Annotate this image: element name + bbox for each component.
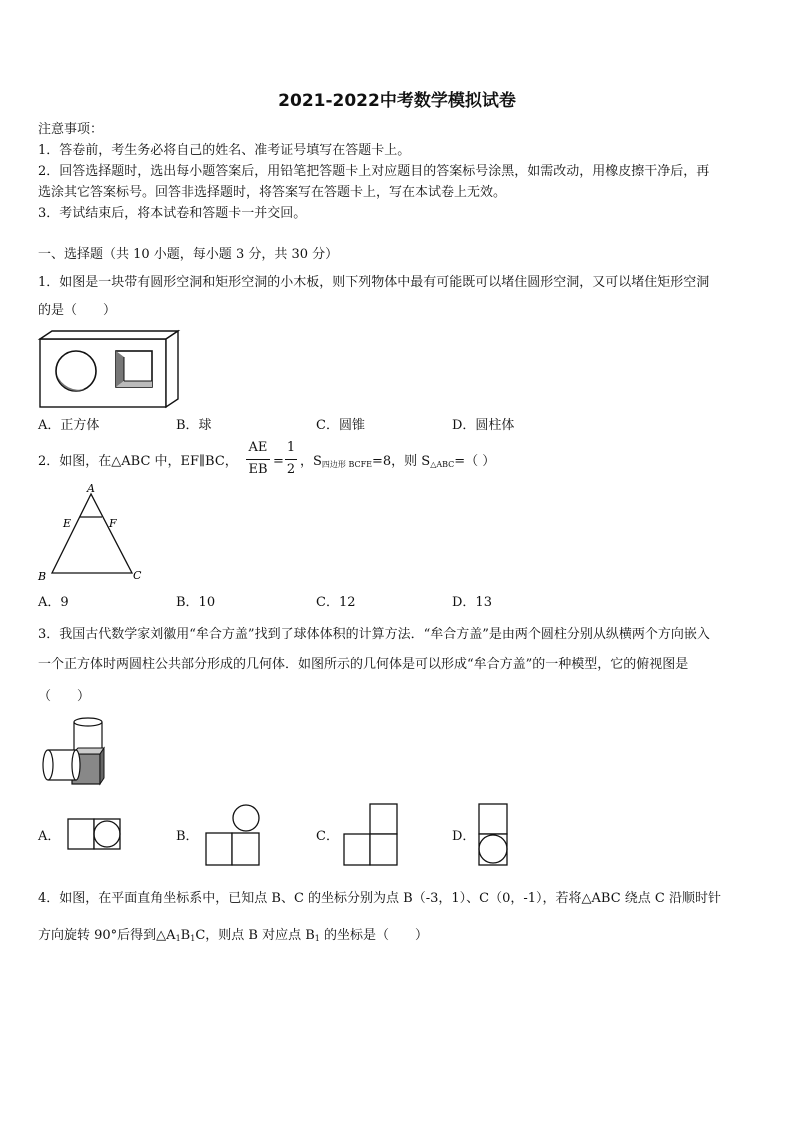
q2-s-subscript-abc: △ABC — [430, 460, 455, 469]
q2-option-c[interactable]: C．12 — [316, 595, 356, 610]
q2-stem-suffix: =（ ） — [454, 454, 496, 469]
q2-label-f: F — [109, 517, 117, 530]
q3-option-d-label[interactable]: D． — [452, 829, 476, 844]
q4-line2-part-b: B — [180, 928, 191, 943]
q2-option-b[interactable]: B．10 — [176, 595, 216, 610]
q1-stem-line2: 的是（ ） — [38, 303, 117, 318]
q2-triangle-figure — [36, 480, 156, 586]
q1-stem-line1: 1．如图是一块带有圆形空洞和矩形空洞的小木板，则下列物体中最有可能既可以堵住圆形空洞，又可以堵住矩形空洞 — [38, 275, 710, 290]
q2-label-b: B — [38, 570, 47, 583]
q4-sub-b1: 1 — [190, 934, 196, 943]
q4-stem-line1: 4．如图，在平面直角坐标系中，已知点 B、C 的坐标分别为点 B（-3，1）、C（0，-1），若将△ABC 绕点 C 沿顺时针 — [38, 891, 722, 906]
notes-heading: 注意事项： — [38, 122, 104, 137]
q2-s-subscript-quad: 四边形 BCFE — [321, 460, 372, 469]
q4-sub-a1: 1 — [175, 934, 181, 943]
q2-option-a[interactable]: A．9 — [38, 595, 69, 610]
q2-fraction-denominator: EB — [248, 462, 268, 477]
q4-line2-part-d: 的坐标是（ ） — [319, 928, 428, 943]
q2-label-a: A — [87, 482, 95, 495]
notes-item-2-cont: 选涂其它答案标号。回答非选择题时，将答案写在答题卡上，写在本试卷上无效。 — [38, 185, 507, 200]
q1-board-figure — [38, 330, 188, 410]
q3-option-b-figure[interactable] — [205, 803, 261, 867]
q2-fraction2-denominator: 2 — [286, 462, 296, 477]
notes-item-2: 2．回答选择题时，选出每小题答案后，用铅笔把答题卡上对应题目的答案标号涂黑，如需改动，用橡皮擦干净后，再 — [38, 164, 710, 179]
q2-stem-mid: =8，则 S — [372, 454, 431, 469]
q2-fraction-bar — [246, 459, 270, 460]
q3-stem-line3: （ ） — [38, 689, 91, 704]
q2-s-symbol: ，S — [300, 454, 322, 469]
q1-option-d[interactable]: D．圆柱体 — [452, 418, 515, 433]
q4-line2-part-a: 方向旋转 90°后得到△A — [38, 928, 176, 943]
q2-fraction-numerator: AE — [248, 440, 268, 455]
q1-option-a[interactable]: A．正方体 — [38, 418, 100, 433]
q4-stem-line2 — [38, 927, 428, 947]
q2-option-d[interactable]: D．13 — [452, 595, 492, 610]
q3-option-c-label[interactable]: C． — [316, 829, 339, 844]
q1-option-c[interactable]: C．圆锥 — [316, 418, 365, 433]
q3-stem-line2: 一个正方体时两圆柱公共部分形成的几何体．如图所示的几何体是可以形成“牟合方盖”的一种模型，它的俯视图是 — [38, 657, 689, 672]
notes-item-1: 1．答卷前，考生务必将自己的姓名、准考证号填写在答题卡上。 — [38, 143, 411, 158]
q2-stem-prefix: 2．如图，在△ABC 中，EF∥BC， — [38, 454, 238, 469]
q3-model-figure — [40, 718, 106, 788]
q1-option-b[interactable]: B．球 — [176, 418, 212, 433]
notes-item-3: 3．考试结束后，将本试卷和答题卡一并交回。 — [38, 206, 307, 221]
q2-fraction2-numerator: 1 — [286, 440, 296, 455]
q4-line2-part-c: C，则点 B 对应点 B — [195, 928, 315, 943]
q2-equals: = — [273, 454, 284, 469]
q4-sub-b1-point: 1 — [314, 934, 320, 943]
q2-fraction2-bar — [285, 459, 297, 460]
q3-option-d-figure[interactable] — [478, 803, 510, 867]
q3-option-a-figure[interactable] — [67, 818, 121, 852]
q3-stem-line1: 3．我国古代数学家刘徽用“牟合方盖”找到了球体体积的计算方法．“牟合方盖”是由两个圆柱分别从纵横两个方向嵌入 — [38, 627, 710, 642]
q3-option-b-label[interactable]: B． — [176, 829, 199, 844]
q2-label-c: C — [133, 569, 142, 582]
section-heading: 一、选择题（共 10 小题，每小题 3 分，共 30 分） — [38, 247, 339, 262]
q3-option-c-figure[interactable] — [343, 803, 399, 867]
q2-label-e: E — [63, 517, 72, 530]
exam-title: 2021-2022中考数学模拟试卷 — [278, 91, 516, 111]
q2-stem-rest — [300, 453, 495, 473]
q3-option-a-label[interactable]: A． — [38, 829, 61, 844]
